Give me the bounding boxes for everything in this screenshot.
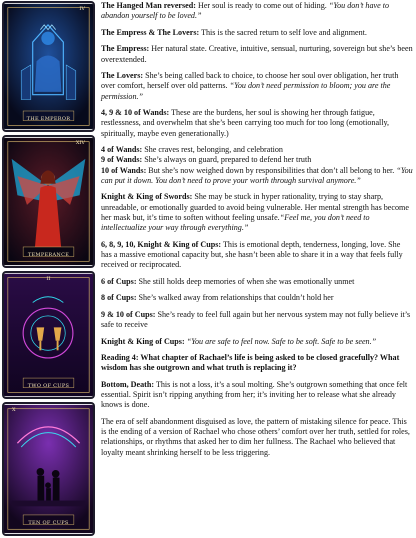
paragraph-quote: “You can put it down. You don’t need to prove your worth through survival anymore.” (101, 165, 413, 185)
paragraph-6-cups (101, 277, 413, 287)
paragraph-body: She’s being called back to choice, to choose her soul over obligation, her truth over comfort, herself over old patterns. (101, 71, 399, 91)
paragraph-10-wands (101, 166, 413, 186)
paragraph-quote: “Feel me, you don’t need to intellectualize your way through everything.” (101, 212, 370, 232)
paragraph-body: The era of self abandonment disguised as love, the pattern of mistaking silence for peace. This is the ending of a version of Rachael who chose others’ comfort over her truth, settled for roles, relationships, or rhythms that asked her to dim her fullness. The Rachael who believed that loyalty meant shrinking herself to be less triggering. (101, 416, 410, 457)
temperance-illustration (4, 137, 93, 266)
card-temperance (2, 135, 95, 268)
paragraph-9-wands (101, 155, 413, 165)
paragraph-heading: 8 of Cups: (101, 293, 137, 303)
card-numeral: II (46, 276, 51, 282)
paragraph-heading: 6 of Cups: (101, 276, 137, 286)
card-numeral: X (12, 407, 16, 413)
paragraph-heading: Reading 4: What chapter of Rachael’s life is being asked to be closed gracefully? What wisdom has she outgrown and what truth is replacing it? (101, 353, 400, 373)
paragraph-heading: Knight & King of Swords: (101, 192, 193, 202)
paragraph-wands (101, 108, 413, 139)
paragraph-quote: “You don’t have to abandon yourself to be loved.” (101, 1, 389, 21)
paragraph-heading: 6, 8, 9, 10, Knight & King of Cups: (101, 239, 222, 249)
paragraph-9-10-cups (101, 310, 413, 330)
paragraph-heading: 4, 9 & 10 of Wands: (101, 108, 170, 118)
paragraph-era (101, 417, 413, 458)
card-numeral: XIV (75, 140, 85, 146)
paragraph-body: She’s ready to feel full again but her nervous system may not fully believe it’s safe to receive (101, 309, 411, 329)
paragraph-heading: The Lovers: (101, 71, 144, 81)
card-title: TEN OF CUPS (28, 520, 69, 526)
paragraph-body: This is not a loss, it’s a soul molting. She’s outgrown something that once felt essential. Spirit isn’t ripping anything from her; it’s inviting her to release what she already knows is done. (101, 379, 408, 410)
two-of-cups-illustration (4, 273, 93, 397)
card-title: TEMPERANCE (27, 252, 70, 258)
paragraph-heading: Knight & King of Cups: (101, 336, 185, 346)
paragraph-body: This is emotional depth, tenderness, longing, love. She has a massive emotional capacity but, she hasn’t been able to share it in a way that feels fully received or reciprocated. (101, 239, 403, 269)
paragraph-body: She craves rest, belonging, and celebration (142, 145, 283, 155)
paragraph-body: These are the burdens, her soul is showing her through fatigue, restlessness, and overwhelm that she’s been carrying too much for too long (emotionally, spiritually, maybe even generationally.) (101, 108, 390, 138)
paragraph-quote: “You are safe to feel now. Safe to be soft. Safe to be seen.” (186, 336, 377, 346)
paragraph-4-wands (101, 145, 413, 155)
paragraph-body: She still holds deep memories of when she was emotionally unmet (136, 276, 355, 286)
card-ten-of-cups (2, 402, 95, 536)
paragraph-heading: 9 of Wands: (101, 155, 143, 165)
paragraph-body: Her soul is ready to come out of hiding. (195, 1, 329, 10)
paragraph-hanged-man (101, 1, 413, 21)
paragraph-death (101, 380, 413, 411)
paragraph-heading: 10 of Wands: (101, 165, 147, 175)
paragraph-lovers (101, 71, 413, 102)
ten-of-cups-illustration (4, 404, 93, 534)
paragraph-cups (101, 240, 413, 271)
paragraph-swords (101, 192, 413, 233)
card-two-of-cups (2, 271, 95, 399)
paragraph-body: She may be stuck in hyper rationality, trying to stay sharp, unreadable, or emotionally guarded to avoid being vulnerable. Her mental strength has become her mask but, it’s time to soften without feeling unsafe. (101, 192, 409, 222)
paragraph-body: Her natural state. Creative, intuitive, sensual, nurturing, sovereign but she’s been overextended. (101, 44, 413, 64)
paragraph-8-cups (101, 293, 413, 303)
card-the-emperor (2, 1, 95, 132)
paragraph-heading: The Empress & The Lovers: (101, 27, 200, 37)
paragraph-body: She’s walked away from relationships that couldn’t hold her (136, 293, 334, 303)
card-title: THE EMPEROR (26, 116, 71, 122)
paragraph-reading-4-question (101, 353, 413, 373)
card-title: TWO OF CUPS (27, 383, 70, 389)
paragraph-body: She’s always on guard, prepared to defend her truth (142, 155, 312, 165)
paragraph-heading: The Empress: (101, 44, 150, 54)
tarot-card-column (0, 0, 97, 538)
emperor-illustration (4, 3, 93, 130)
card-numeral: IV (79, 6, 85, 12)
paragraph-heading: 9 & 10 of Cups: (101, 309, 156, 319)
reading-notes (101, 1, 413, 458)
paragraph-knight-king-cups (101, 337, 413, 347)
paragraph-body: This is the sacred return to self love and alignment. (199, 27, 367, 37)
paragraph-heading: 4 of Wands: (101, 145, 143, 155)
paragraph-empress (101, 44, 413, 64)
paragraph-quote: “You don’t need permission to bloom; you are the permission.” (101, 81, 391, 101)
paragraph-heading: The Hanged Man reversed: (101, 1, 196, 10)
paragraph-empress-lovers (101, 28, 413, 38)
paragraph-body: But she’s now weighed down by responsibilities that don’t all belong to her. (146, 165, 397, 175)
paragraph-heading: Bottom, Death: (101, 379, 155, 389)
